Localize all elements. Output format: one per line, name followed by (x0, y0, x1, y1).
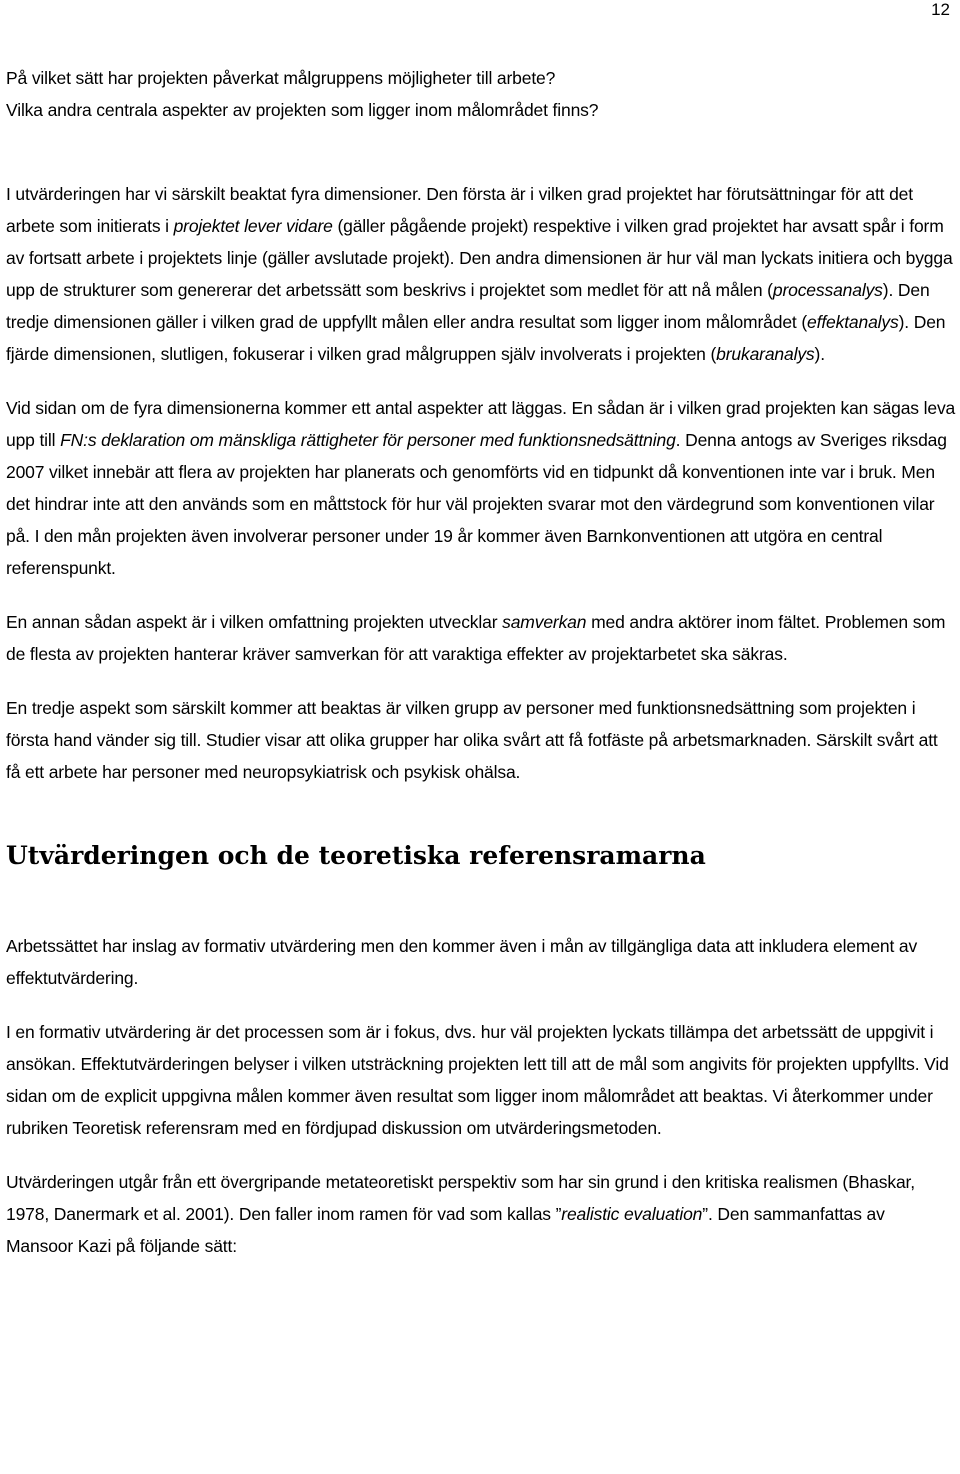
paragraph-formative: Arbetssättet har inslag av formativ utvärdering men den kommer även i mån av tillgängliga data att inkludera element av effektutvärdering. (6, 936, 918, 988)
question-2: Vilka andra centrala aspekter av projekten som ligger inom målområdet finns? (6, 100, 599, 120)
paragraph-aspects: Vid sidan om de fyra dimensionerna kommer ett antal aspekter att läggas. En sådan är i vilken grad projekten kan sägas leva upp till FN:s deklaration om mänskliga rättigheter för personer med funktionsnedsättning. Denna antogs av Sveriges riksdag 2007 vilket innebär att flera av projekten har planerats och genomförts vid en tidpunkt då konventionen inte var i bruk. Men det hindrar inte att den används som en måttstock för hur väl projekten svarar mot den värdegrund som konventionen vilar på. I den mån projekten även involverar personer under 19 år kommer även Barnkonventionen att utgöra en central referenspunkt. (6, 398, 956, 578)
question-1: På vilket sätt har projekten påverkat målgruppens möjligheter till arbete? (6, 68, 556, 88)
document-body (6, 62, 956, 1262)
paragraph-process: I en formativ utvärdering är det processen som är i fokus, dvs. hur väl projekten lyckats tillämpa det arbetssätt de uppgivit i ansökan. Effektutvärderingen belyser i vilken utsträckning projekten lett till att de mål som angivits för projekten uppfyllts. Vid sidan om de explicit uppgivna målen kommer även resultat som ligger inom målområdet att beaktas. Vi återkommer under rubriken Teoretisk referensram med en fördjupad diskussion om utvärderingsmetoden. (6, 1022, 949, 1138)
paragraph-dimensions: I utvärderingen har vi särskilt beaktat fyra dimensioner. Den första är i vilken grad projektet har förutsättningar för att det arbete som initierats i projektet lever vidare (gäller pågående projekt) respektive i vilken grad projektet har avsatt spår i form av fortsatt arbete i projektets linje (gäller avslutade projekt). Den andra dimensionen är hur väl man lyckats initiera och bygga upp de strukturer som genererar det arbetssätt som beskrivs i projektet som medlet för att nå målen (processanalys). Den tredje dimensionen gäller i vilken grad de uppfyllt målen eller andra resultat som ligger inom målområdet (effektanalys). Den fjärde dimensionen, slutligen, fokuserar i vilken grad målgruppen själv involverats i projekten (brukaranalys). (6, 184, 953, 364)
paragraph-target-group: En tredje aspekt som särskilt kommer att beaktas är vilken grupp av personer med funktionsnedsättning som projekten i första hand vänder sig till. Studier visar att olika grupper har olika svårt att få fotfäste på arbetsmarknaden. Särskilt svårt att få ett arbete har personer med neuropsykiatrisk och psykisk ohälsa. (6, 698, 938, 782)
page-number: 12 (931, 0, 950, 19)
paragraph-realism: Utvärderingen utgår från ett övergripande metateoretiskt perspektiv som har sin grund i den kritiska realismen (Bhaskar, 1978, Danermark et al. 2001). Den faller inom ramen för vad som kallas ”realistic evaluation”. Den sammanfattas av Mansoor Kazi på följande sätt: (6, 1172, 915, 1256)
section-heading: Utvärderingen och de teoretiska referensramarna (6, 841, 706, 870)
paragraph-samverkan: En annan sådan aspekt är i vilken omfattning projekten utvecklar samverkan med andra aktörer inom fältet. Problemen som de flesta av projekten hanterar kräver samverkan för att varaktiga effekter av projektarbetet ska säkras. (6, 612, 946, 664)
